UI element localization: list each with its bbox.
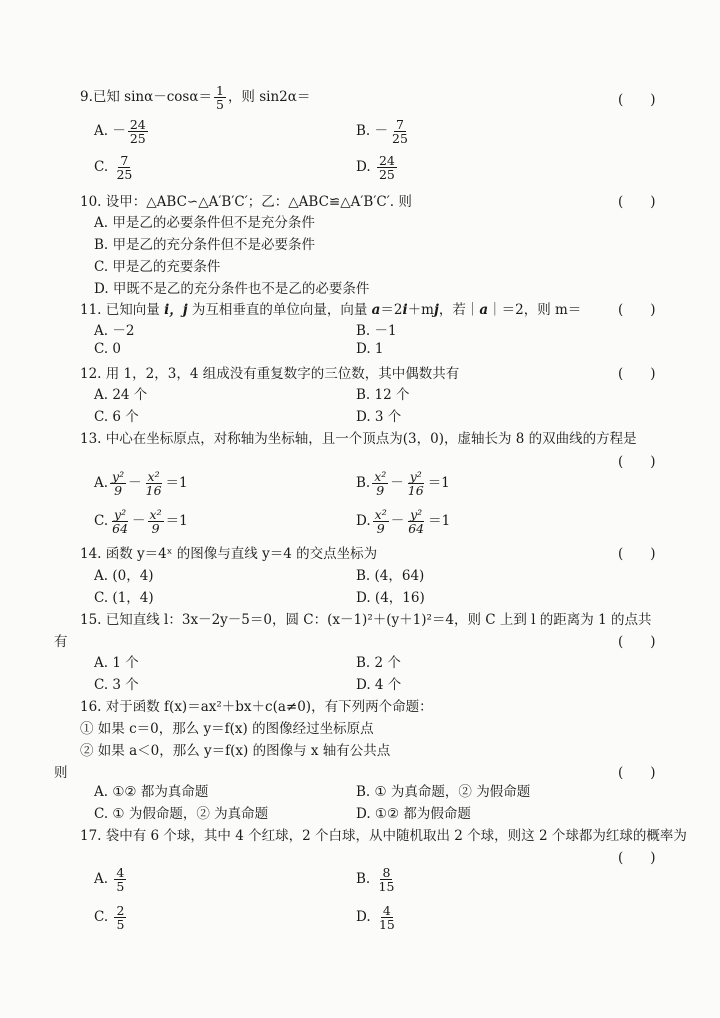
denominator: 5 [116, 917, 125, 933]
answer-paren: ( ) [618, 194, 656, 210]
q16-stem-cont: 则 [54, 765, 68, 781]
denominator: 25 [392, 131, 408, 147]
numerator: 8 [382, 865, 391, 880]
q9-option-c [94, 154, 136, 181]
q11-stem [80, 298, 581, 318]
fraction [110, 470, 126, 497]
q9-frac-den: 5 [215, 97, 224, 113]
q12-stem: 12. 用 1，2，3，4 组成没有重复数字的三位数，其中偶数共有 [80, 366, 460, 382]
denominator: 9 [114, 483, 123, 499]
denominator: 9 [151, 521, 160, 537]
q9-stem-b: ，则 sin2α＝ [227, 89, 311, 106]
q12-option-a: A. 24 个 [94, 387, 148, 403]
option-label: C. [94, 909, 109, 926]
q15-option-b: B. 2 个 [356, 655, 401, 671]
fraction [114, 866, 126, 893]
q17-stem: 17. 袋中有 6 个球，其中 4 个红球，2 个白球，从中随机取出 2 个球，则这 2 个球都为红球的概率为 [80, 828, 687, 844]
q10-option-c: C. 甲是乙的充要条件 [94, 259, 221, 275]
vector-a-abs: a [479, 302, 489, 318]
fraction [377, 904, 397, 931]
q9-stem-frac [214, 84, 226, 111]
fraction [406, 470, 426, 497]
numerator: 4 [382, 903, 391, 918]
denominator: 64 [112, 521, 129, 537]
q10-stem: 10. 设甲：△ABC∽△A′B′C′；乙：△ABC≌△A′B′C′. 则 [80, 194, 412, 210]
numerator: 2 [116, 903, 125, 918]
fraction [144, 470, 164, 497]
numerator: y² [409, 469, 422, 484]
answer-paren: ( ) [618, 366, 656, 382]
denominator: 9 [376, 521, 385, 537]
q11-option-b: B. －1 [356, 323, 397, 339]
numerator: y² [114, 507, 127, 522]
numerator: 4 [116, 865, 125, 880]
vector-a: a [371, 302, 381, 318]
option-label: D. [356, 159, 371, 176]
option-label: B. [356, 475, 371, 492]
q9-option-a [94, 118, 150, 145]
numerator: x² [149, 507, 162, 522]
vector-i: i [402, 302, 408, 318]
option-label: C. [94, 159, 109, 176]
minus-sign: － [112, 123, 126, 140]
fraction [377, 154, 397, 181]
q16-stem: 16. 对于函数 f(x)＝ax²＋bx＋c(a≠0)，有下列两个命题： [80, 699, 433, 715]
answer-paren: ( ) [618, 765, 656, 781]
option-label: A. [94, 475, 109, 492]
answer-paren: ( ) [618, 546, 656, 562]
q10-option-d: D. 甲既不是乙的充分条件也不是乙的必要条件 [94, 281, 370, 297]
q9-option-b [356, 118, 412, 145]
q17-option-b [356, 866, 398, 893]
fraction [372, 470, 388, 497]
equals-one: ＝1 [165, 475, 188, 492]
q9-number: 9. [80, 89, 93, 106]
fraction [377, 866, 397, 893]
q11-stem-a: 11. 已知向量 [80, 302, 165, 318]
q12-option-c: C. 6 个 [94, 409, 139, 425]
q13-option-c: C. $\frac{\text{y²}}{64}$ － $\frac{\text{x²}}{9}$ ＝1 [94, 507, 188, 537]
q14-option-b: B. (4，64) [356, 568, 425, 584]
denominator: 9 [376, 483, 385, 499]
q16-option-b: B. ① 为真命题，② 为假命题 [356, 784, 531, 800]
numerator: 24 [129, 117, 146, 132]
q16-proposition-1: ① 如果 c＝0，那么 y＝f(x) 的图像经过坐标原点 [80, 721, 374, 737]
answer-paren: ( ) [618, 850, 656, 866]
q16-proposition-2: ② 如果 a＜0，那么 y＝f(x) 的图像与 x 轴有公共点 [80, 743, 391, 759]
denominator: 25 [378, 167, 395, 183]
q11-stem-c: ＝2 [380, 302, 403, 318]
fraction [114, 904, 126, 931]
numerator: y² [112, 469, 125, 484]
q13-option-d: D. $\frac{\text{x²}}{9}$ － $\frac{\text{y²}}{64}$ ＝1 [356, 507, 451, 537]
q15-option-d: D. 4 个 [356, 677, 402, 693]
numerator: 7 [120, 153, 129, 168]
option-label: D. [356, 909, 371, 926]
q16-option-a: A. ①② 都为真命题 [94, 784, 209, 800]
q9-stem [80, 84, 310, 111]
q11-stem-b: 为互相垂直的单位向量，向量 [187, 302, 372, 318]
vector-ij: i，j [164, 302, 188, 318]
q15-stem: 15. 已知直线 l：3x－2y－5＝0，圆 C：(x－1)²＋(y＋1)²＝4，则 C 上到 l 的距离为 1 的点共 [80, 612, 652, 628]
option-label: B. [356, 871, 371, 888]
option-label: C. [94, 513, 109, 530]
q14-option-d: D. (4，16) [356, 590, 425, 606]
numerator: y² [410, 507, 423, 522]
fraction [390, 118, 410, 145]
fraction [406, 508, 426, 535]
q13-option-a: A. $\frac{\text{y²}}{9}$ － $\frac{\text{x²}}{16}$ ＝1 [94, 469, 188, 499]
q15-option-a: A. 1 个 [94, 655, 139, 671]
q13-option-b: B. $\frac{\text{x²}}{9}$ － $\frac{\text{y²}}{16}$ ＝1 [356, 469, 450, 499]
denominator: 16 [145, 483, 162, 499]
equals-one: ＝1 [428, 513, 451, 530]
q14-option-a: A. (0，4) [94, 568, 154, 584]
q14-stem: 14. 函数 y＝4ˣ 的图像与直线 y＝4 的交点坐标为 [80, 546, 378, 562]
q17-option-d [356, 904, 399, 931]
q12-option-d: D. 3 个 [356, 409, 402, 425]
q11-option-a: A. －2 [94, 323, 135, 339]
q10-option-b: B. 甲是乙的充分条件但不是必要条件 [94, 237, 316, 253]
q14-option-c: C. (1，4) [94, 590, 154, 606]
minus-sign: － [374, 123, 389, 140]
q9-option-d [356, 154, 399, 181]
numerator: x² [147, 469, 160, 484]
denominator: 15 [378, 879, 395, 895]
answer-paren: ( ) [618, 454, 656, 470]
q17-option-a [94, 866, 128, 893]
numerator: x² [374, 507, 387, 522]
denominator: 15 [378, 917, 395, 933]
q16-option-c: C. ① 为假命题，② 为真命题 [94, 806, 269, 822]
fraction [373, 508, 389, 535]
option-label: D. [356, 513, 371, 530]
numerator: 7 [395, 117, 404, 132]
q11-stem-e: ，若｜ [438, 302, 480, 318]
option-label: B. [356, 123, 371, 140]
denominator: 16 [407, 483, 424, 499]
equals-one: ＝1 [165, 513, 188, 530]
denominator: 64 [408, 521, 425, 537]
q15-option-c: C. 3 个 [94, 677, 139, 693]
q11-stem-d: ＋m [407, 302, 434, 318]
equals-one: ＝1 [427, 475, 450, 492]
q11-stem-f: ｜＝2，则 m＝ [488, 302, 582, 318]
answer-paren: ( ) [618, 92, 656, 108]
q15-stem-cont: 有 [54, 634, 68, 650]
fraction [148, 508, 164, 535]
q13-stem: 13. 中心在坐标原点，对称轴为坐标轴，且一个顶点为(3，0)，虚轴长为 8 的双曲线的方程是 [80, 431, 637, 447]
q10-option-a: A. 甲是乙的必要条件但不是充分条件 [94, 215, 315, 231]
fraction [114, 154, 134, 181]
q16-option-d: D. ①② 都为假命题 [356, 806, 471, 822]
numerator: x² [374, 469, 387, 484]
option-label: A. [94, 871, 109, 888]
denominator: 5 [116, 879, 125, 895]
q9-stem-a: 已知 sinα－cosα＝ [92, 89, 212, 106]
numerator: 24 [378, 153, 395, 168]
fraction [128, 118, 148, 145]
vector-j: j [433, 302, 439, 318]
denominator: 25 [116, 167, 133, 183]
option-label: A. [94, 123, 109, 140]
q17-option-c [94, 904, 128, 931]
q11-option-d: D. 1 [356, 341, 384, 357]
answer-paren: ( ) [618, 302, 656, 318]
q11-option-c: C. 0 [94, 341, 122, 357]
denominator: 25 [129, 131, 146, 147]
q9-frac-num: 1 [215, 83, 224, 98]
q12-option-b: B. 12 个 [356, 387, 410, 403]
fraction [110, 508, 130, 535]
answer-paren: ( ) [618, 634, 656, 650]
